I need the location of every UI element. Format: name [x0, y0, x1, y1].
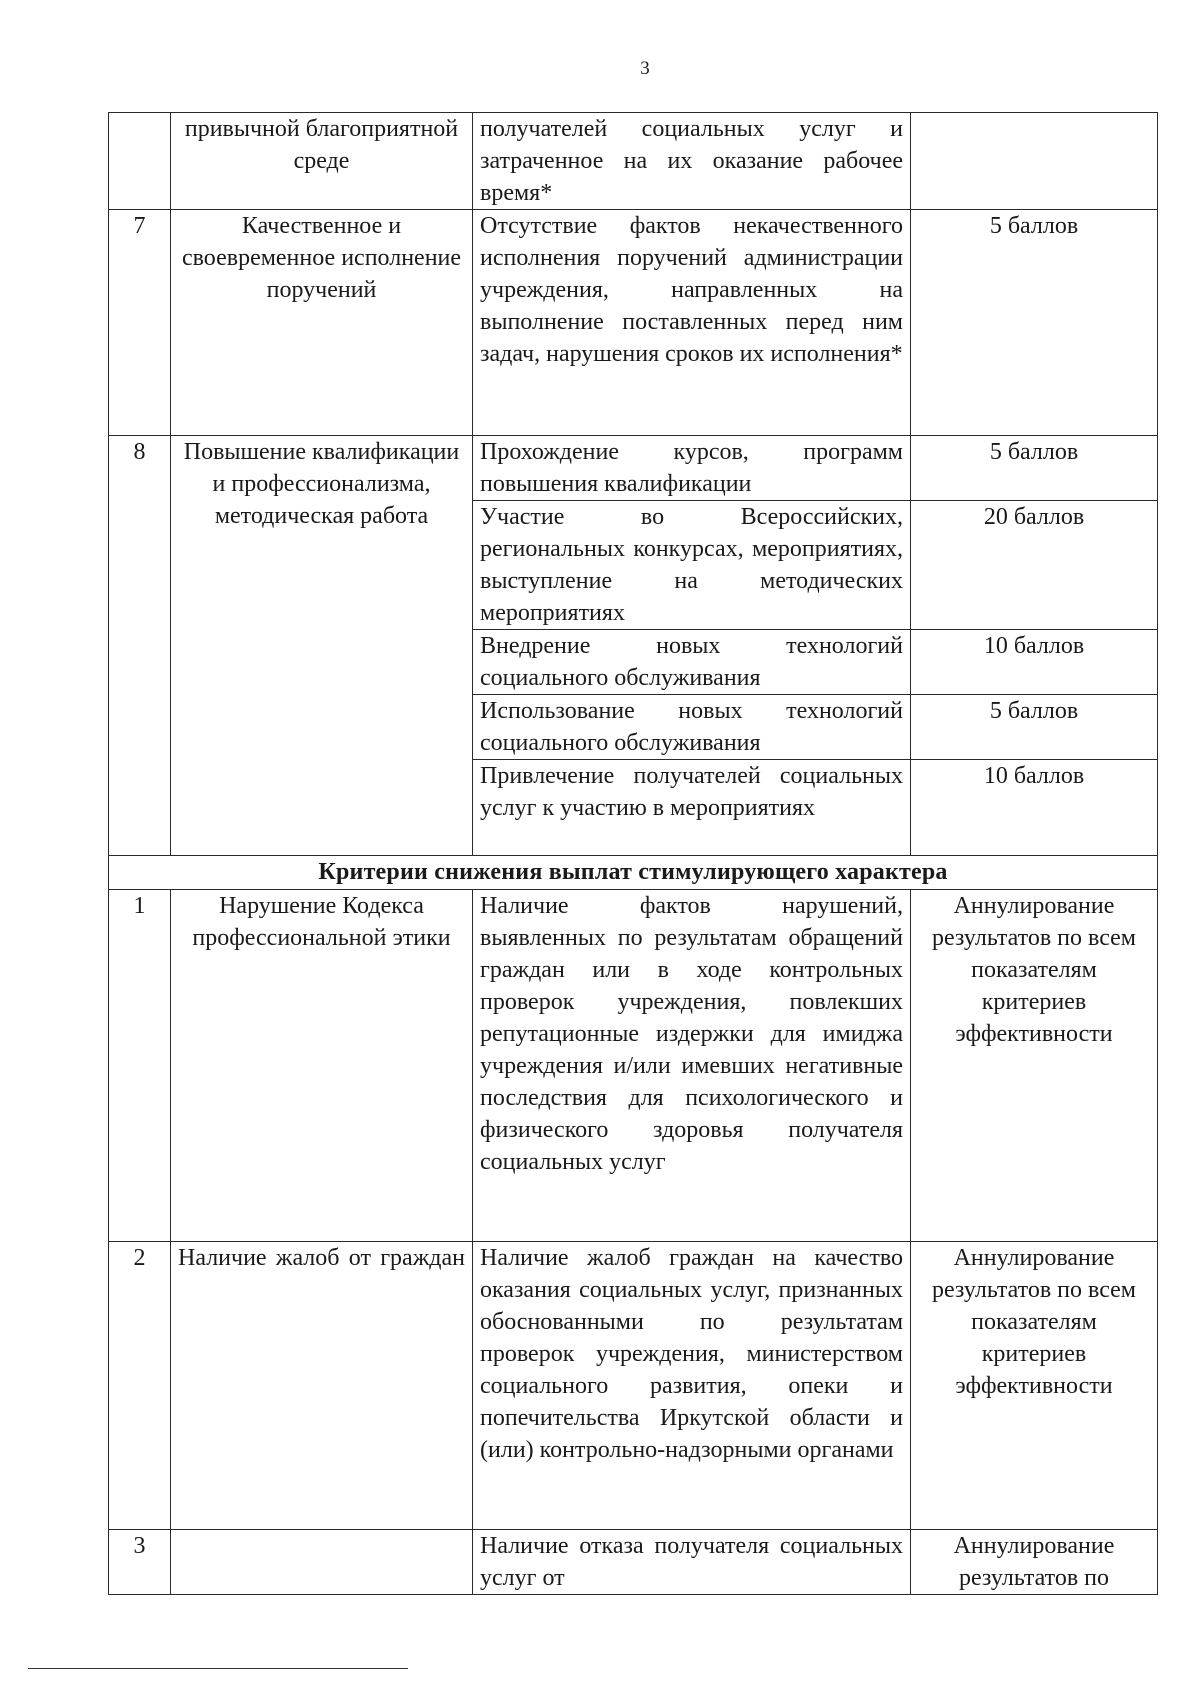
section-heading-row [109, 856, 1158, 890]
cell-criterion: Нарушение Кодекса профессиональной этики [171, 890, 473, 1242]
cell-criterion: Наличие жалоб от граждан [171, 1242, 473, 1530]
cell-indicator: Использование новых технологий социального обслуживания [473, 695, 911, 760]
cell-criterion [171, 1530, 473, 1595]
cell-points: Аннулирование результатов по всем показателям критериев эффективности [911, 890, 1158, 1242]
cell-indicator: Прохождение курсов, программ повышения квалификации [473, 436, 911, 501]
cell-points: 20 баллов [911, 501, 1158, 630]
cell-points: 10 баллов [911, 760, 1158, 856]
cell-number [109, 113, 171, 210]
cell-number: 3 [109, 1530, 171, 1595]
cell-number: 7 [109, 210, 171, 436]
cell-criterion: Повышение квалификации и профессионализма, методическая работа [171, 436, 473, 856]
cell-indicator: получателей социальных услуг и затраченное на их оказание рабочее время* [473, 113, 911, 210]
cell-number: 8 [109, 436, 171, 856]
cell-points: Аннулирование результатов по всем показателям критериев эффективности [911, 1242, 1158, 1530]
cell-indicator: Участие во Всероссийских, региональных конкурсах, мероприятиях, выступление на методических мероприятиях [473, 501, 911, 630]
cell-criterion: Качественное и своевременное исполнение поручений [171, 210, 473, 436]
cell-points: 5 баллов [911, 210, 1158, 436]
table-row-reduction-1 [109, 890, 1158, 1242]
cell-number: 2 [109, 1242, 171, 1530]
cell-indicator: Внедрение новых технологий социального обслуживания [473, 630, 911, 695]
table-row-8 [109, 436, 1158, 501]
cell-points: 5 баллов [911, 695, 1158, 760]
table-row-reduction-2 [109, 1242, 1158, 1530]
cell-number: 1 [109, 890, 171, 1242]
cell-points: 10 баллов [911, 630, 1158, 695]
table-row-continued [109, 113, 1158, 210]
cell-points: 5 баллов [911, 436, 1158, 501]
table-row-7 [109, 210, 1158, 436]
criteria-table [108, 112, 1158, 1595]
cell-indicator: Отсутствие фактов некачественного исполнения поручений администрации учреждения, направленных на выполнение поставленных перед ним задач, нарушения сроков их исполнения* [473, 210, 911, 436]
cell-indicator: Наличие фактов нарушений, выявленных по результатам обращений граждан или в ходе контрольных проверок учреждения, повлекших репутационные издержки для имиджа учреждения и/или имевших негативные последствия для психологического и физического здоровья получателя социальных услуг [473, 890, 911, 1242]
cell-indicator: Наличие жалоб граждан на качество оказания социальных услуг, признанных обоснованными по результатам проверок учреждения, министерством социального развития, опеки и попечительства Иркутской области и (или) контрольно-надзорными органами [473, 1242, 911, 1530]
cell-indicator: Привлечение получателей социальных услуг к участию в мероприятиях [473, 760, 911, 856]
cell-criterion: привычной благоприятной среде [171, 113, 473, 210]
cell-points [911, 113, 1158, 210]
cell-indicator: Наличие отказа получателя социальных услуг от [473, 1530, 911, 1595]
page-number: 3 [640, 58, 650, 79]
cell-points: Аннулирование результатов по [911, 1530, 1158, 1595]
section-heading: Критерии снижения выплат стимулирующего характера [109, 856, 1158, 890]
footnote-separator [28, 1668, 408, 1669]
table-row-reduction-3 [109, 1530, 1158, 1595]
